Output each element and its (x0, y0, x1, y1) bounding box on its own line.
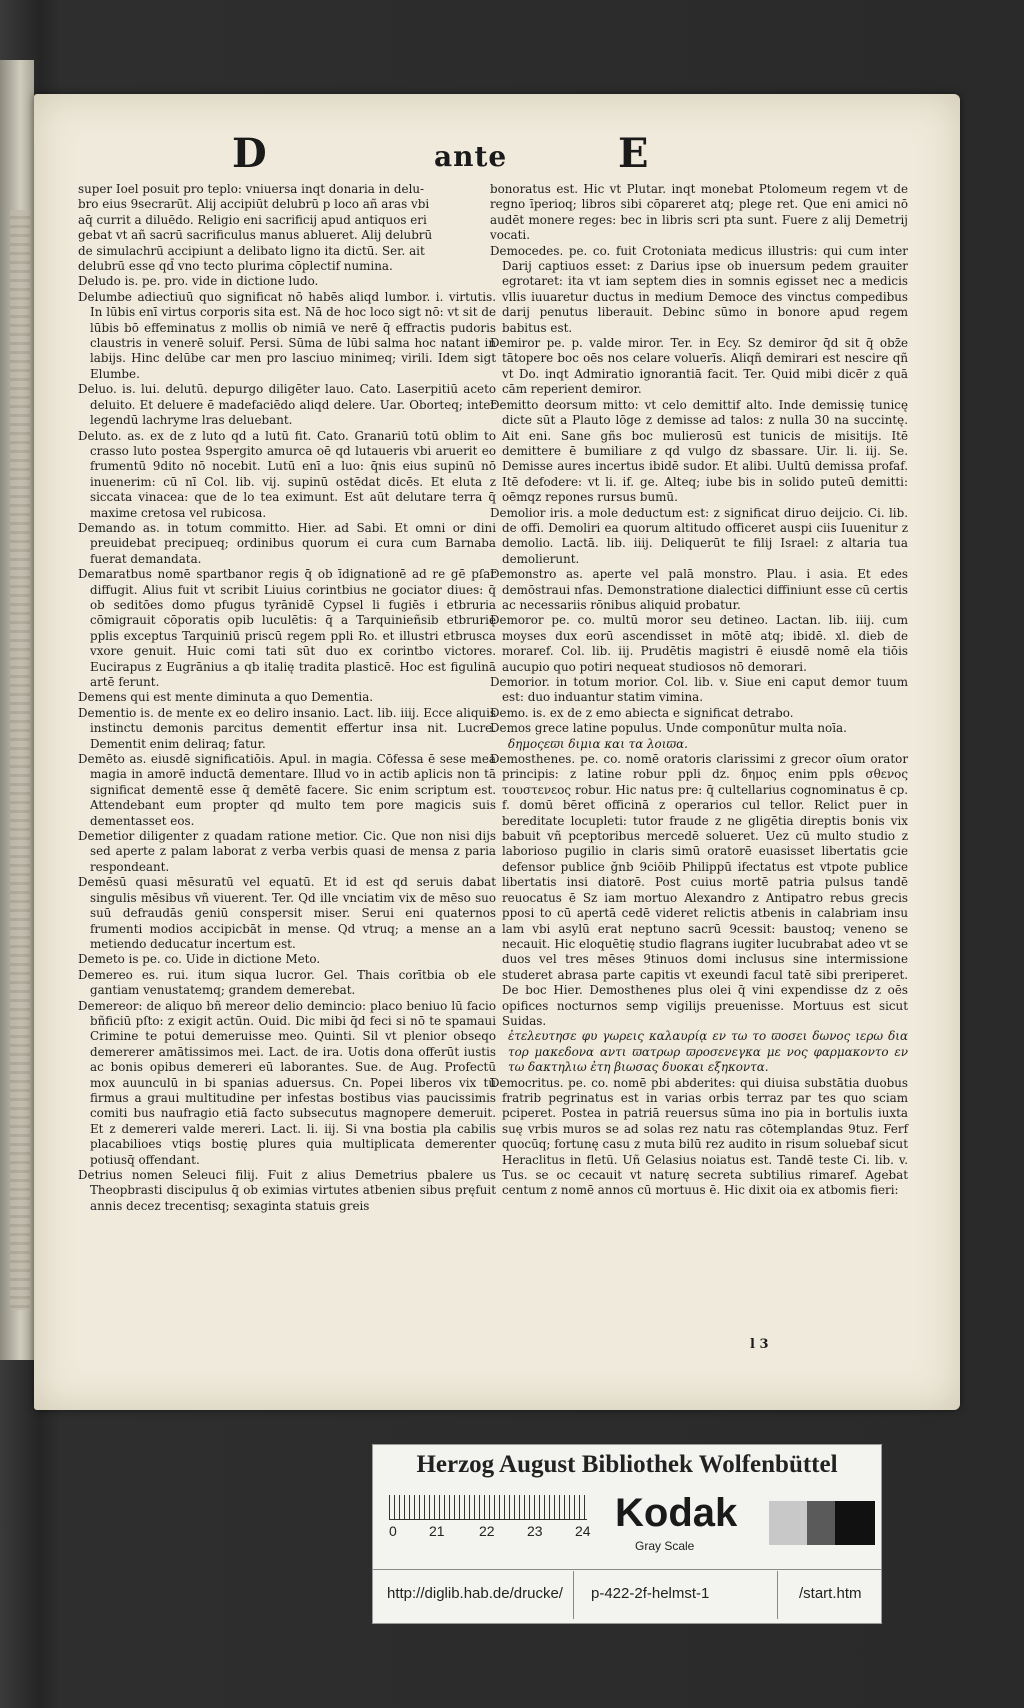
dictionary-entry: Demolior iris. a mole deductum est: z significat diruo deijcio. Ci. lib. de offi. Demoliri ea quorum altitudo officeret auspi ciis Iuuenitur z demolio. Lactā. lib. iiij. Deliquerūt te filij Israel: z altaria tua demolierunt. (490, 505, 908, 566)
library-title: Herzog August Bibliothek Wolfenbüttel (416, 1451, 838, 1478)
gray-swatch-mid (807, 1501, 835, 1545)
source-url: http://diglib.hab.de/drucke/ (387, 1585, 563, 1602)
divider (573, 1571, 574, 1619)
divider (373, 1569, 881, 1570)
dictionary-entry: Demosthenes. pe. co. nomē oratoris clarissimi z grecor oīum orator principis: z latine robur ppli dz. δημος enim ppls σθενος τουστενεος robur. Hic natus pre: q̄ cultellarius cognominatus ē cp. f. domū bēret officinā z operarios cul tellor. Relict puer in bereditate locupleti: tutor fraude z ne gligētia direptis bonis vix babuit vñ pceptoribus mercedē solueret. Uez cū multo studio z laborioso pugilio in claris simū oratorē euasisset libertatis gcie defensor publice ğnb 9ciōib Philippū ifectatus est vtpote publice libertatis insi diatorē. Post cuius mortē patria pulsus tandē reuocatus ē Sz iam mortuo Alexandro z Antipatro rebus grecis pposi to cū apertā cedē videret relictis atbenis in calabriam insu lam vbi asylū erat neptuno sacrū 9cessit: baustoq; veneno se necauit. Hic eloquētię studio flagrans iugiter lucubrabat adeo vt se duos vel tres mēses 9tinuos domi inclusus sine intermissione studeret abrasa parte capitis vt exeundi facul tatē sibi preriperet. De boc Hier. Demosthenes plus olei q̄ vini expendisse dz z oēs opifices nocturnos semp vigilijs preuenisse. Mortuus est sicut Suidas. (490, 752, 908, 1028)
start-page-link: /start.htm (799, 1585, 862, 1602)
ruler-number: 22 (479, 1523, 495, 1539)
left-column (78, 182, 496, 1214)
entry-continuation: aq̄ currit a diluēdo. Religio eni sacrificij apud antiquos eri (78, 212, 427, 227)
entry-continuation: bonoratus est. Hic vt Plutar. inqt monebat Ptolomeum regem vt de regno īperioq; libros sibi cōpareret atq; plege ret. Que eni amici nō audēt monere reges: bec in libris scri pta sunt. Fuere z alij Demetrij vocati. (490, 182, 908, 243)
dictionary-entry: Demaratbus nomē spartbanor regis q̄ ob īdignationē ad re gē pſar diffugit. Alius fuit vt scribit Liuius corintbius ne gociator diues: q̄ ob seditōes domo pfugus tyrānidē Cypsel li fugiēs i etbruria cōmigrauit cōporatis opib luculētis: q̄ a Tarquinieñsib etbrurię pplis exceptus Tarquiniū priscū regem ppli Ro. et illustri etbrusca vxore genuit. Huic comi tati sūt duo ex corintbo victores. Eucirapus z Eugrānius a qb italię tradita plasticē. Hoc est figulinā artē ferunt. (78, 567, 496, 689)
divider (777, 1571, 778, 1619)
dictionary-entry: Demēsū quasi mēsuratū vel equatū. Et id est qd seruis dabat singulis mēsibus vñ viuerent. Ter. Qd ille vnciatim vix de mēso suo suū defraudās geniū conspersit miser. Serui eni quaternos frumenti modios accipicbāt in mense. Qd vtruq; a mense an a metiendo deducatur incertum est. (78, 875, 496, 951)
shelfmark: p-422-2f-helmst-1 (591, 1585, 710, 1602)
dictionary-entry: Deluo. is. lui. delutū. depurgo diligēter lauo. Cato. Laserpitiū aceto deluito. Et deluere ē madefaciēdo aliqd delere. Uar. Oborteq; inter legendū lachryme lras deluebant. (78, 382, 496, 428)
dictionary-entry: Deludo is. pe. pro. vide in dictione ludo. (78, 274, 319, 289)
dictionary-entry: Demoror pe. co. multū moror seu detineo. Lactan. lib. iiij. cum moyses dux eorū ascendisset in mōtē atq; ibidē. xl. dieb de moraref. Col. lib. iij. Prudētis magistri ē eiusdē nomē ela tiōis aucupio quo potiri nequeat studiosos nō demorari. (490, 613, 908, 674)
dictionary-entry: Demos grece latine populus. Unde componūtur multa noīa. (490, 721, 847, 736)
entry-continuation: bro eius 9secrarūt. Alij accipiūt delubrū p loco añ aras vbi (78, 197, 430, 212)
dictionary-entry: Delumbe adiectiuū quo significat nō habēs aliqd lumbor. i. virtutis. In lūbis enī virtus corporis sita est. Nā de hoc loco sigt nō: vt sit de lūbis bō effeminatus z mollis ob nimiā ve nerē q̄ effractis pudoris claustris in venerē soluif. Persi. Sūma de lūbi salma hoc natant in labijs. Hinc delūbe car men pro lasciuo minimeq; virili. Idem sigt Elumbe. (78, 289, 496, 381)
ruler-number: 24 (575, 1523, 591, 1539)
dictionary-entry: Demonstro as. aperte vel palā monstro. Plau. i asia. Et edes demōstraui nfas. Demonstratione dialectici diffiniunt esse cū certis ac necessariis rōnibus aliquid probatur. (490, 567, 908, 612)
dictionary-entry: Demetior diligenter z quadam ratione metior. Cic. Que non nisi dijs sed aperte z palam laborat z verba verbis quasi de mensa z paria respondeant. (78, 829, 496, 874)
entry-continuation: delubrū esse qd̄ vno tecto plurima cōplectif numina. (78, 259, 393, 274)
entry-continuation: de simulachrū accipiunt a delibato ligno ita dictū. Ser. ait (78, 243, 425, 258)
ruler-numbers (389, 1523, 599, 1539)
running-head-word: ante (434, 140, 508, 173)
facing-page-edge (0, 60, 34, 1360)
gray-swatch-light (769, 1501, 807, 1545)
dictionary-entry: Demereo es. rui. itum siqua lucror. Gel. Thais corītbia ob ele gantiam venustatemq; grandem demerebat. (78, 967, 496, 998)
running-head-left-letter: D (232, 130, 267, 177)
entry-continuation: gebat vt añ sacrū sacrificulus manus ablueret. Alij delubrū (78, 228, 433, 243)
dictionary-entry: Detrius nomen Seleuci filij. Fuit z alius Demetrius pbalere us Theopbrasti discipulus q̄ ob eximias virtutes atbenien sibus pręfuit annis decez trecentisq; sexaginta statuis greis (78, 1168, 496, 1213)
signature-mark: l 3 (750, 1337, 769, 1352)
kodak-logo: Kodak (615, 1491, 738, 1535)
running-head-right-letter: E (618, 130, 649, 177)
gray-swatch-dark (835, 1501, 875, 1545)
book-page (34, 94, 960, 1410)
dictionary-entry: Demo. is. ex de z emo abiecta e significat detrabo. (490, 705, 794, 720)
entry-continuation: super Ioel posuit pro teplo: vniuersa inqt donaria in delu- (78, 182, 425, 196)
dictionary-entry: Demando as. in totum committo. Hier. ad Sabi. Et omni or dini preuidebat precipueq; ordinibus quorum ei cura cum Barnaba fuerat demandata. (78, 520, 496, 566)
dictionary-entry: Demitto deorsum mitto: vt celo demittif alto. Inde demissię tunicę dicte sūt a Plauto lōge z demisse ad talos: z nulla 30 na succintę. Ait eni. Sane gñs boc mulierosū est tunicis de misitijs. Itē demittere ē bumiliare z qd vulgo dz sbassare. Uir. li. iij. Se. Demisse aures incertus ibidē sudor. Et alibi. Uultū demissa profaf. Itē defodere: vt li. if. ge. Alteq; iube bis in solido puteū demitti: oēmqz repones rursus bumū. (490, 397, 908, 505)
dictionary-entry: Democedes. pe. co. fuit Crotoniata medicus illustris: qui cum inter Darij captiuos esset: z Darius ipse ob inuersum pedem grauiter egrotaret: ita vt iam septem dies in somnis egisset nec a medicis vllis iuuaretur ductus in medium Democe des vinctus compedibus darij penutus liberauit. Debinc sūmo in bonore apud regem babitus est. (490, 243, 908, 335)
greek-quotation: ἐτελευτησε φυ γωρεις καλαυρίᾳ εν τω το ϖοσει δωνος ιερω δια τορ μακεδονα αντι ϖατρωρ ϖροσενεγκα με νος φαρμακοντο εν τω δακτηλιω ἐτη βιωσας δυοκαι εξηκοντα. (508, 1029, 908, 1075)
dictionary-entry: Demereor: de aliquo bñ mereor delio demincio: placo beniuo lū facio bñficiū pſto: z exigit actūn. Ouid. Dic mibi q̄d feci si nō te spamaui Crimine te potui demeruisse meo. Quinti. Sil vt plenior obseqo demererer amātissimos mei. Lact. de ira. Uotis dona offerūt iustis ac bonis opibus demereri eū laborantes. Sue. de Aug. Profectū mox auunculū in bi spanias aduersus. Cn. Popei liberos vix tū firmus a graui multitudine per infestas bostibus vias paucissimis comiti bus naufragio etiā facto subsecutus magnopere demeruit. Et z demereri valde mereri. Lact. li. iij. Si vna bostia pla cabilis placabilioes vtiqs bostię plures quia multiplicata demerenter potiusq̄ offendant. (78, 998, 496, 1167)
dictionary-entry: Demēto as. eiusdē significatiōis. Apul. in magia. Cōfessa ē sese mea magia in amorē inductā dementare. Illud vo in actib aplicis non tā significat dementē esse q̄ demētē facere. Sic enim scriptum est. Attendebant eum propter qd multo tem pore magicis suis dementasset eos. (78, 752, 496, 828)
ruler-number: 23 (527, 1523, 543, 1539)
ruler-number: 21 (429, 1523, 445, 1539)
dictionary-entry: Demorior. in totum morior. Col. lib. v. Siue eni caput demor tuum est: duo induantur statim vimina. (490, 675, 908, 705)
ruler-number: 0 (389, 1523, 397, 1539)
dictionary-entry: Dementio is. de mente ex eo deliro insanio. Lact. lib. iiij. Ecce aliquis instinctu demonis parcitus dementit effertur insa nit. Lucre. Dementit enim deliraq; fatur. (78, 705, 496, 751)
dictionary-entry: Demiror pe. p. valde miror. Ter. in Ecy. Sz demiror q̄d sit q̄ obz̄e tātopere boc oēs nos celare voluerīs. Aliqñ demirari est nescire qñ vt Do. inqt Admiratio ignorantiā facit. Ter. Quid mibi dicēr z quā cām reperient demiror. (490, 336, 908, 397)
dictionary-entry: Deluto. as. ex de z luto qd a lutū fit. Cato. Granariū totū oblim to crasso luto postea 9spergito amurca oē qd lutaueris vbi aruerit eo frumentū 9dito nō nocebit. Lutū enī a luo: q̄nis eius supinū nō inuenerim: cū nī Col. lib. vij. supinū ostēdat dicēs. Et eluta z siccata vinacea: que de lo tea eximunt. Est aūt delutare terra q̄ maxime cretosa vel rubicosa. (78, 428, 496, 520)
right-column (490, 182, 908, 1199)
scale-ruler (389, 1495, 587, 1520)
gray-scale-label: Gray Scale (635, 1539, 695, 1553)
greek-quotation: δημοςεϖι διμια και τα λοιϖα. (508, 736, 688, 751)
facing-page-text-edge (10, 210, 30, 1310)
dictionary-entry: Demens qui est mente diminuta a quo Dementia. (78, 690, 374, 705)
dictionary-entry: Democritus. pe. co. nomē pbi abderites: qui diuisa substātia duobus fratrib pegrinatus est in varias orbis terraz par tes quo sciam pciperet. Postea in patriā reuersus sūma ino pia in bortulis iuxta suę vrbis muros se ad solas rez natu ras cōtemplandas 9tuz. Ferf quocūq; fortunę casu z muta bilū rez audito in risum soluebaf sicut Heraclitus in fletū. Uñ Gelasius noiatus est. Tandē teste Ci. lib. v. Tus. se oc cecauit vt naturę secreta subtilius rimaref. Agebat centum z nomē annos cū mortuus ē. Hic dixit oia ex atbomis fieri: (490, 1075, 908, 1198)
library-color-strip (372, 1444, 882, 1624)
dictionary-entry: Demeto is pe. co. Uide in dictione Meto. (78, 952, 321, 967)
